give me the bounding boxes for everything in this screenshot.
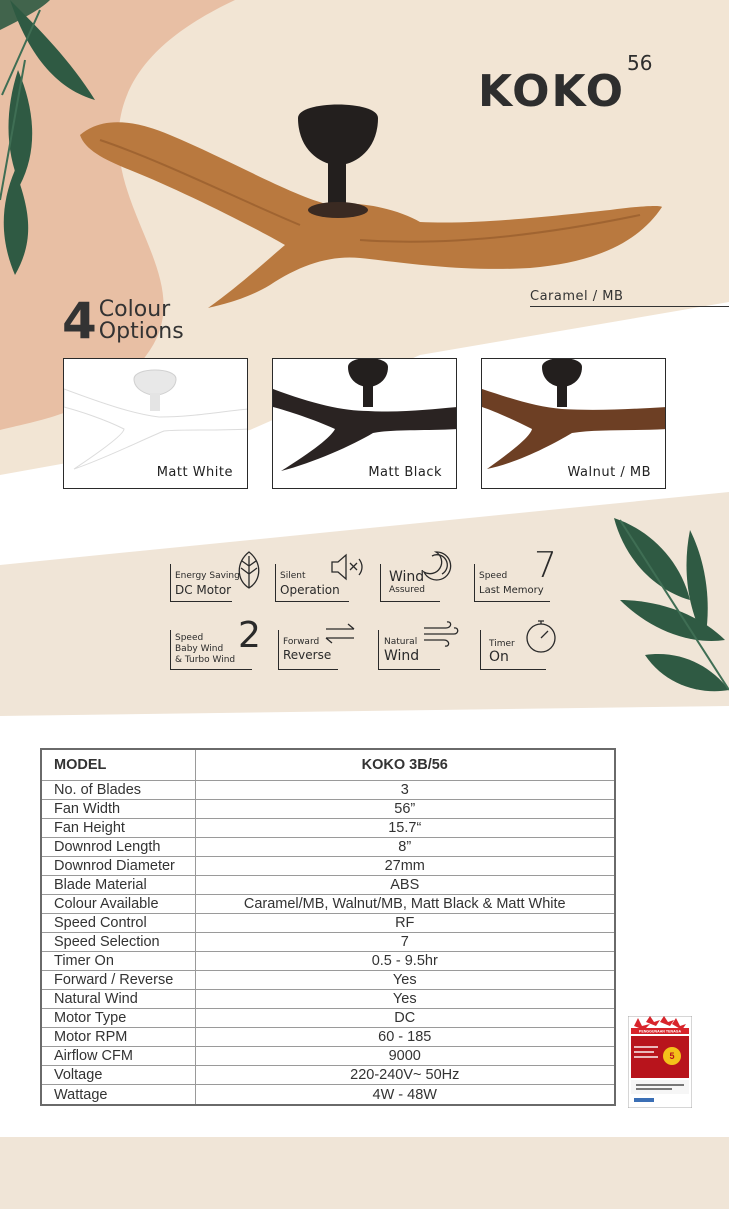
- speaker-mute-icon: [330, 552, 364, 582]
- header-label: MODEL: [42, 750, 195, 780]
- variant-label: Matt White: [156, 465, 233, 480]
- table-row: Blade Material ABS: [42, 875, 614, 894]
- specifications-table: [40, 748, 616, 1106]
- variant-card-walnut: [481, 358, 666, 489]
- energy-rating-label: [628, 1016, 692, 1108]
- table-row: Timer On 0.5 - 9.5hr: [42, 952, 614, 971]
- colour-options-heading: [62, 292, 184, 350]
- table-row: Colour Available Caramel/MB, Walnut/MB, Matt Black & Matt White: [42, 894, 614, 913]
- variant-card-matt-white: [63, 358, 248, 489]
- feature-speed-baby-turbo: Speed Baby Wind & Turbo Wind 2: [170, 618, 265, 674]
- speed-count-7: 7: [534, 545, 557, 586]
- table-row: Airflow CFM 9000: [42, 1047, 614, 1066]
- table-row: Natural Wind Yes: [42, 990, 614, 1009]
- table-row: Voltage 220-240V~ 50Hz: [42, 1066, 614, 1085]
- table-header-row: [42, 750, 614, 780]
- table-row: Motor Type DC: [42, 1009, 614, 1028]
- table-row: Downrod Diameter 27mm: [42, 856, 614, 875]
- feature-dc-motor: Energy Saving DC Motor: [170, 550, 265, 606]
- feature-natural-wind: Natural Wind: [378, 620, 468, 672]
- table-row: Forward / Reverse Yes: [42, 971, 614, 990]
- variant-label: Matt Black: [368, 465, 442, 480]
- table-row: Speed Control RF: [42, 913, 614, 932]
- variant-label: Walnut / MB: [567, 465, 651, 480]
- table-row: Speed Selection 7: [42, 932, 614, 951]
- swap-arrows-icon: [324, 622, 356, 644]
- feature-speed-last-memory: Speed Last Memory 7: [474, 548, 564, 606]
- energy-label-title: PENGGUNAAN TENAGA: [638, 1029, 682, 1034]
- table-row: No. of Blades 3: [42, 780, 614, 799]
- table-row: Fan Height 15.7“: [42, 818, 614, 837]
- footer-band: [0, 1137, 729, 1209]
- feature-wind-assured: Wind Assured: [380, 550, 460, 606]
- colour-word: Colour: [98, 297, 171, 322]
- hero-caption: Caramel / MB: [530, 289, 624, 304]
- header-value: KOKO 3B/56: [195, 750, 614, 780]
- energy-rating-value: 5: [669, 1051, 675, 1061]
- moon-icon: [422, 550, 454, 582]
- table-row: Motor RPM 60 - 185: [42, 1028, 614, 1047]
- speed-count-2: 2: [238, 615, 261, 656]
- stopwatch-icon: [524, 618, 558, 654]
- table-row: Wattage 4W - 48W: [42, 1085, 614, 1104]
- variant-card-matt-black: [272, 358, 457, 489]
- colour-count: 4: [62, 292, 97, 350]
- feature-silent-operation: Silent Operation: [275, 550, 370, 606]
- leaf-icon: [234, 550, 264, 590]
- options-word: Options: [98, 319, 184, 344]
- product-title: KOKO$^{56}$: [478, 51, 653, 117]
- table-row: Fan Width 56”: [42, 799, 614, 818]
- wind-icon: [422, 620, 460, 648]
- feature-timer-on: Timer On: [480, 618, 560, 672]
- hero-caption-underline: [530, 306, 729, 307]
- feature-forward-reverse: Forward Reverse: [278, 620, 363, 672]
- table-row: Downrod Length 8”: [42, 837, 614, 856]
